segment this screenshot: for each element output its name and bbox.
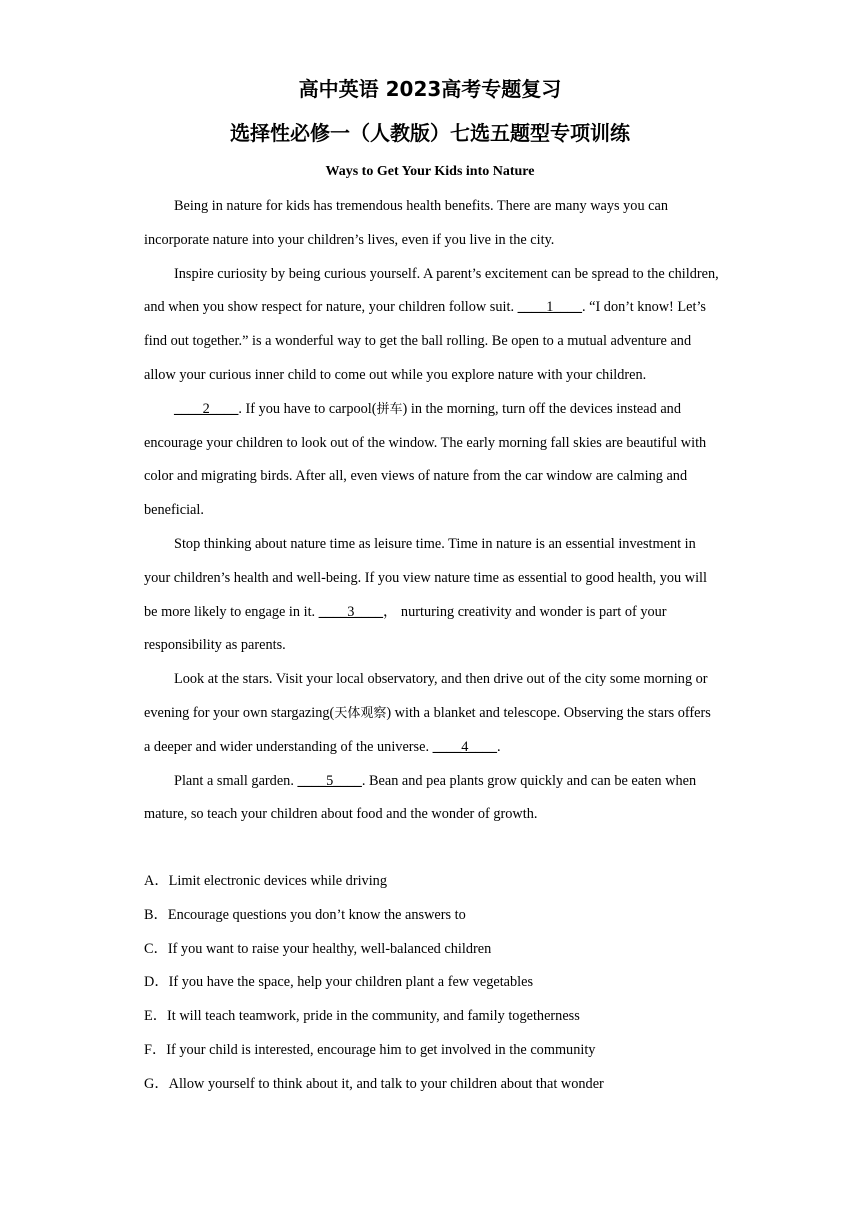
paragraph-text: Inspire curiosity by being curious yourself. A parent’s excitement can be spread to the children, and when you show respect for nature, your children follow suit. xyxy=(144,265,719,316)
paragraph-6 xyxy=(144,765,720,833)
paragraph-text: Look at the stars. Visit your local observatory, and then drive out of the city some morning or evening for your own stargazing( xyxy=(144,671,708,721)
paragraph-text: Being in nature for kids has tremendous health benefits. There are many ways you can incorporate nature into your children’s lives, even if you live in the city. xyxy=(144,198,669,248)
option-e: E．It will teach teamwork, pride in the community, and family togetherness xyxy=(144,1008,580,1025)
option-f: F．If your child is interested, encourage him to get involved in the community xyxy=(144,1041,596,1058)
paragraph-2 xyxy=(144,258,720,393)
option-c: C．If you want to raise your healthy, well-balanced children xyxy=(144,940,492,957)
answer-options xyxy=(144,865,744,1102)
answer-blank-2: ____2____ xyxy=(174,400,239,417)
paragraph-3 xyxy=(144,393,720,528)
paragraph-text: ) in the morning, turn off the devices instead and encourage your children to look out of the window. The early morning fall skies are beautiful with color and migrating birds. After all, even views of nature from the car window are calming and beneficial. xyxy=(144,400,707,519)
paragraph-1 xyxy=(144,190,720,258)
paragraph-text: . Bean and pea plants grow quickly and can be eaten when mature, so teach your children about food and the wonder of growth. xyxy=(144,772,697,823)
chinese-gloss: 天体观察 xyxy=(334,705,387,721)
passage-body xyxy=(144,190,720,832)
option-b: B．Encourage questions you don’t know the answers to xyxy=(144,906,466,923)
option-g: G．Allow yourself to think about it, and talk to your children about that wonder xyxy=(144,1075,604,1092)
option-a: A．Limit electronic devices while driving xyxy=(144,873,387,889)
paragraph-text: . xyxy=(496,738,501,755)
passage-title: Ways to Get Your Kids into Nature xyxy=(325,164,535,179)
paragraph-text: ， nurturing creativity and wonder is part of your responsibility as parents. xyxy=(144,603,667,654)
paragraph-text: Plant a small garden. xyxy=(174,772,298,789)
paragraph-text: . “I don’t know! Let’s find out together.” is a wonderful way to get the ball rolling. Be open to a mutual adventure and allow your curious inner child to come out while you explore nature with your children. xyxy=(144,299,706,383)
paragraph-text: Stop thinking about nature time as leisure time. Time in nature is an essential investment in your children’s health and well-being. If you view nature time as essential to good health, you will be more likely to engage in it. xyxy=(144,535,707,620)
paragraph-5 xyxy=(144,663,720,764)
option-d: D．If you have the space, help your children plant a few vegetables xyxy=(144,974,534,991)
paragraph-text: . If you have to carpool( xyxy=(238,400,377,417)
chinese-gloss: 拼车 xyxy=(376,401,403,417)
paragraph-4 xyxy=(144,528,720,663)
answer-blank-3: ____3____ xyxy=(318,603,384,620)
answer-blank-1: ____1____ xyxy=(517,299,582,316)
answer-blank-5: ____5____ xyxy=(297,772,362,789)
document-title: 高中英语 2023高考专题复习 xyxy=(298,77,562,101)
answer-blank-4: ____4____ xyxy=(432,738,497,755)
paragraph-text: ) with a blanket and telescope. Observing the stars offers a deeper and wider understanding of the universe. xyxy=(144,704,711,755)
document-subtitle: 选择性必修一（人教版）七选五题型专项训练 xyxy=(230,121,630,145)
